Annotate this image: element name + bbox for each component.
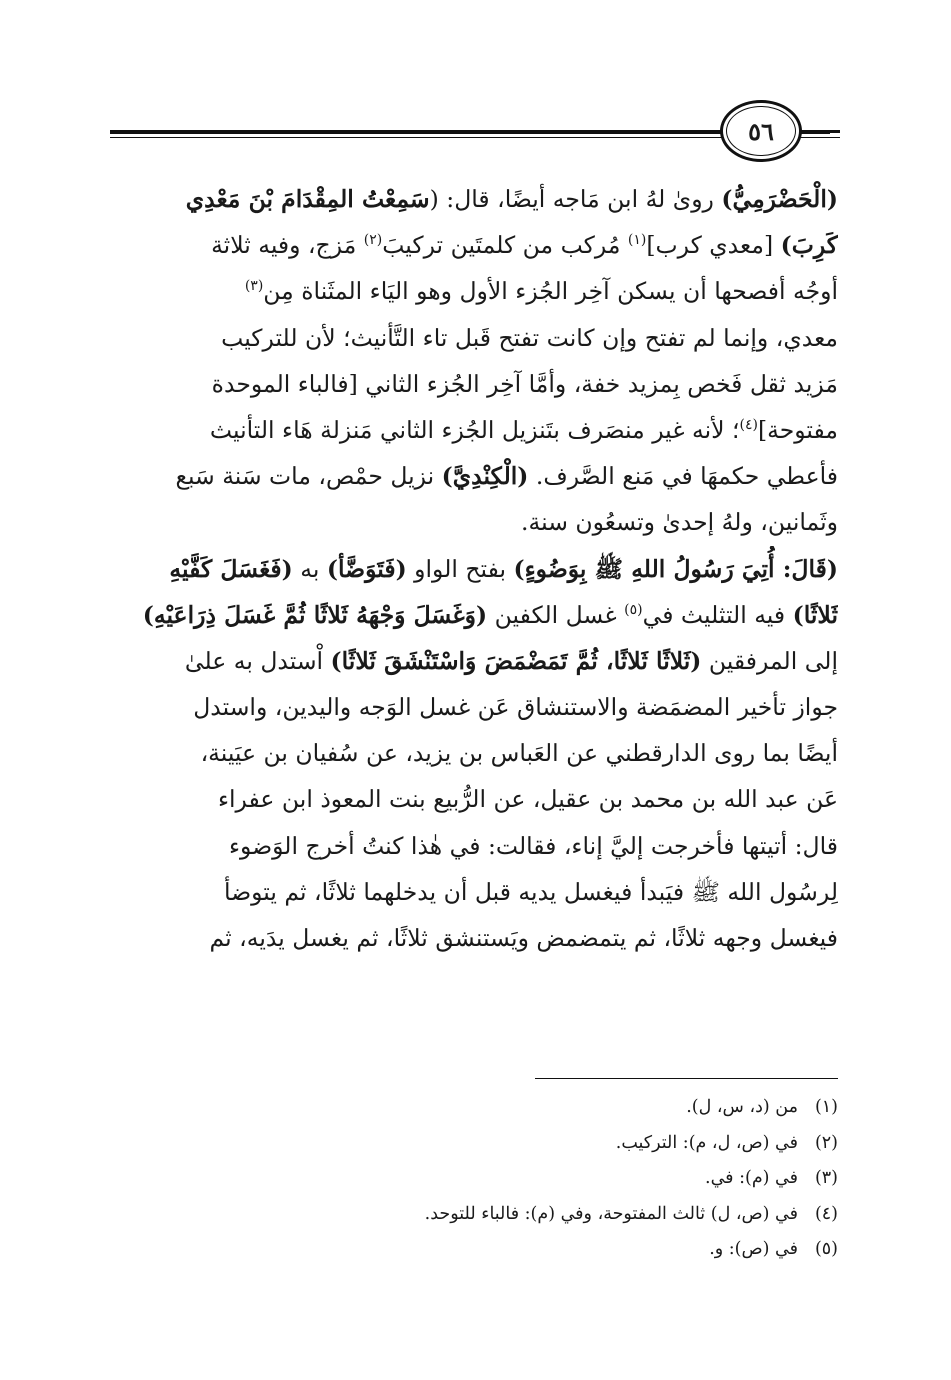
text-segment: مَزج، وفيه ثلاثة	[211, 231, 364, 260]
text-segment: فأعطي حكمهَا في مَنع الصَّرف.	[528, 462, 838, 491]
text-segment: جواز تأخير المضمَضة والاستنشاق عَن غسل الوَجه واليدين، واستدل	[193, 693, 838, 722]
text-segment: مُركب من كلمتَين تركيبَ	[382, 231, 628, 260]
main-text	[112, 176, 838, 961]
footnote-text: في (ص، ل) ثالث المفتوحة، وفي (م): فالباء للتوحد.	[424, 1203, 798, 1224]
footnote-ref: (٤)	[739, 417, 758, 434]
text-segment: نزيل حمْص، مات سَنة سَبع	[175, 462, 442, 491]
text-line	[112, 546, 838, 592]
text-segment: فيغسل وجهه ثلاثًا، ثم يتمضمض ويَستنشق ثلاثًا، ثم يغسل يدَيه، ثم	[209, 924, 838, 952]
text-segment: به	[292, 554, 327, 583]
text-segment: (فَتَوَضَّأ)	[326, 554, 407, 583]
text-segment: (وَغَسَلَ وَجْهَهُ ثَلاثًا ثُمَّ غَسَلَ ذِرَاعَيْهِ)	[142, 600, 488, 629]
text-line	[112, 823, 838, 869]
text-line	[112, 268, 838, 314]
footnote-text: في (ص، ل، م): التركيب.	[615, 1132, 798, 1153]
text-segment: غسل الكفين	[487, 600, 625, 629]
footnote-ref: (١)	[627, 232, 647, 249]
text-segment: وثَمانين، ولهُ إحدىٰ وتسعُون سنة.	[521, 508, 838, 537]
text-line	[112, 776, 838, 822]
footnote-ref: (٥)	[624, 601, 643, 618]
text-segment: اْستدل به علىٰ	[184, 646, 331, 675]
text-segment: روىٰ لهُ ابن مَاجه أيضًا، قال: (	[429, 185, 722, 213]
footnote-number: (٢)	[814, 1132, 838, 1153]
text-segment: عَن عبد الله بن محمد بن عقيل، عن الرُّبيع بنت المعوذ ابن عفراء	[217, 785, 838, 814]
text-line	[112, 684, 838, 730]
text-segment: (الْكِنْدِيَّ)	[441, 462, 529, 491]
text-segment: (قَالَ: أُتِيَ رَسُولُ اللهِ ﷺ بِوَضُوءٍ)	[513, 554, 838, 583]
text-line	[112, 638, 838, 684]
text-segment: أيضًا بما روى الدارقطني عن العَباس بن يزيد، عن سُفيان بن عيَينة،	[200, 739, 838, 768]
footnote-ref: (٣)	[244, 278, 264, 295]
text-segment: إلى المرفقين	[701, 646, 838, 675]
text-segment: قال: أتيتها فأخرجت إليَّ إناء، فقالت: في هٰذا كنتُ أخرج الوَضوء	[229, 831, 838, 860]
footnote-rule	[535, 1078, 838, 1079]
page-number-badge	[720, 100, 802, 162]
text-segment: [معدي كرب]	[646, 231, 781, 260]
text-line	[112, 869, 838, 915]
footnote-number: (٤)	[814, 1203, 838, 1224]
text-line	[112, 222, 838, 268]
text-segment: معدي، وإنما لم تفتح وإن كانت تفتح قَبل تاء التَّأنيث؛ لأن للتركيب	[221, 323, 838, 352]
text-line	[112, 453, 838, 499]
text-segment: فيه التثليث في	[642, 600, 793, 629]
footnote-number: (١)	[814, 1097, 838, 1117]
text-segment: ثَلاثًا)	[792, 600, 838, 629]
text-segment: لِرسُول الله ﷺ فيَبدأ فيغسل يديه قبل أن يدخلهما ثلاثًا، ثم يتوضأ	[224, 877, 838, 906]
text-segment: مفتوحة]	[757, 415, 838, 444]
text-line	[112, 592, 838, 638]
text-line	[112, 176, 838, 222]
text-line	[112, 361, 838, 407]
text-segment: بفتح الواو	[406, 554, 514, 583]
text-segment: (فَغَسَلَ كَفَّيْهِ	[169, 554, 293, 583]
footnote	[300, 1232, 838, 1268]
text-line	[112, 499, 838, 545]
footnote-ref: (٢)	[363, 232, 383, 249]
text-segment: (الْحَضْرَمِيُّ)	[721, 185, 838, 213]
footnote-text: في (ص): و.	[709, 1239, 798, 1259]
footnote	[300, 1197, 838, 1233]
text-segment: ؛ لأنه غير منصَرف بتَنزيل الجُزء الثاني مَنزلة هَاء التأنيث	[209, 415, 740, 444]
text-segment: (ثَلاثًا ثَلاثًا، ثُمَّ تَمَضْمَضَ وَاسْتَنْشَقَ ثَلاثًا)	[330, 646, 702, 675]
text-segment: أوجُه أفصحها أن يسكن آخِر الجُزء الأول وهو اليَاء المثَناة مِن	[263, 277, 838, 306]
footnote-number: (٥)	[814, 1239, 838, 1259]
footnote	[300, 1090, 838, 1126]
footnote	[300, 1161, 838, 1197]
text-line	[112, 915, 838, 961]
text-segment: كَرِبَ)	[780, 231, 838, 260]
text-line	[112, 407, 838, 453]
page-number: ٥٦	[726, 106, 796, 156]
text-segment: سَمِعْتُ المِقْدَامَ بْنَ مَعْدِي	[185, 185, 430, 213]
footnote-text: من (د، س، ل).	[686, 1097, 798, 1117]
text-line	[112, 730, 838, 776]
text-segment: مَزيد ثقل فَخص بِمزيد خفة، وأمَّا آخِر الجُزء الثاني [فالباء الموحدة	[211, 369, 838, 398]
footnotes	[300, 1090, 838, 1268]
text-line	[112, 315, 838, 361]
footnote-number: (٣)	[814, 1168, 838, 1188]
footnote	[300, 1126, 838, 1162]
footnote-text: في (م): في.	[705, 1168, 798, 1188]
